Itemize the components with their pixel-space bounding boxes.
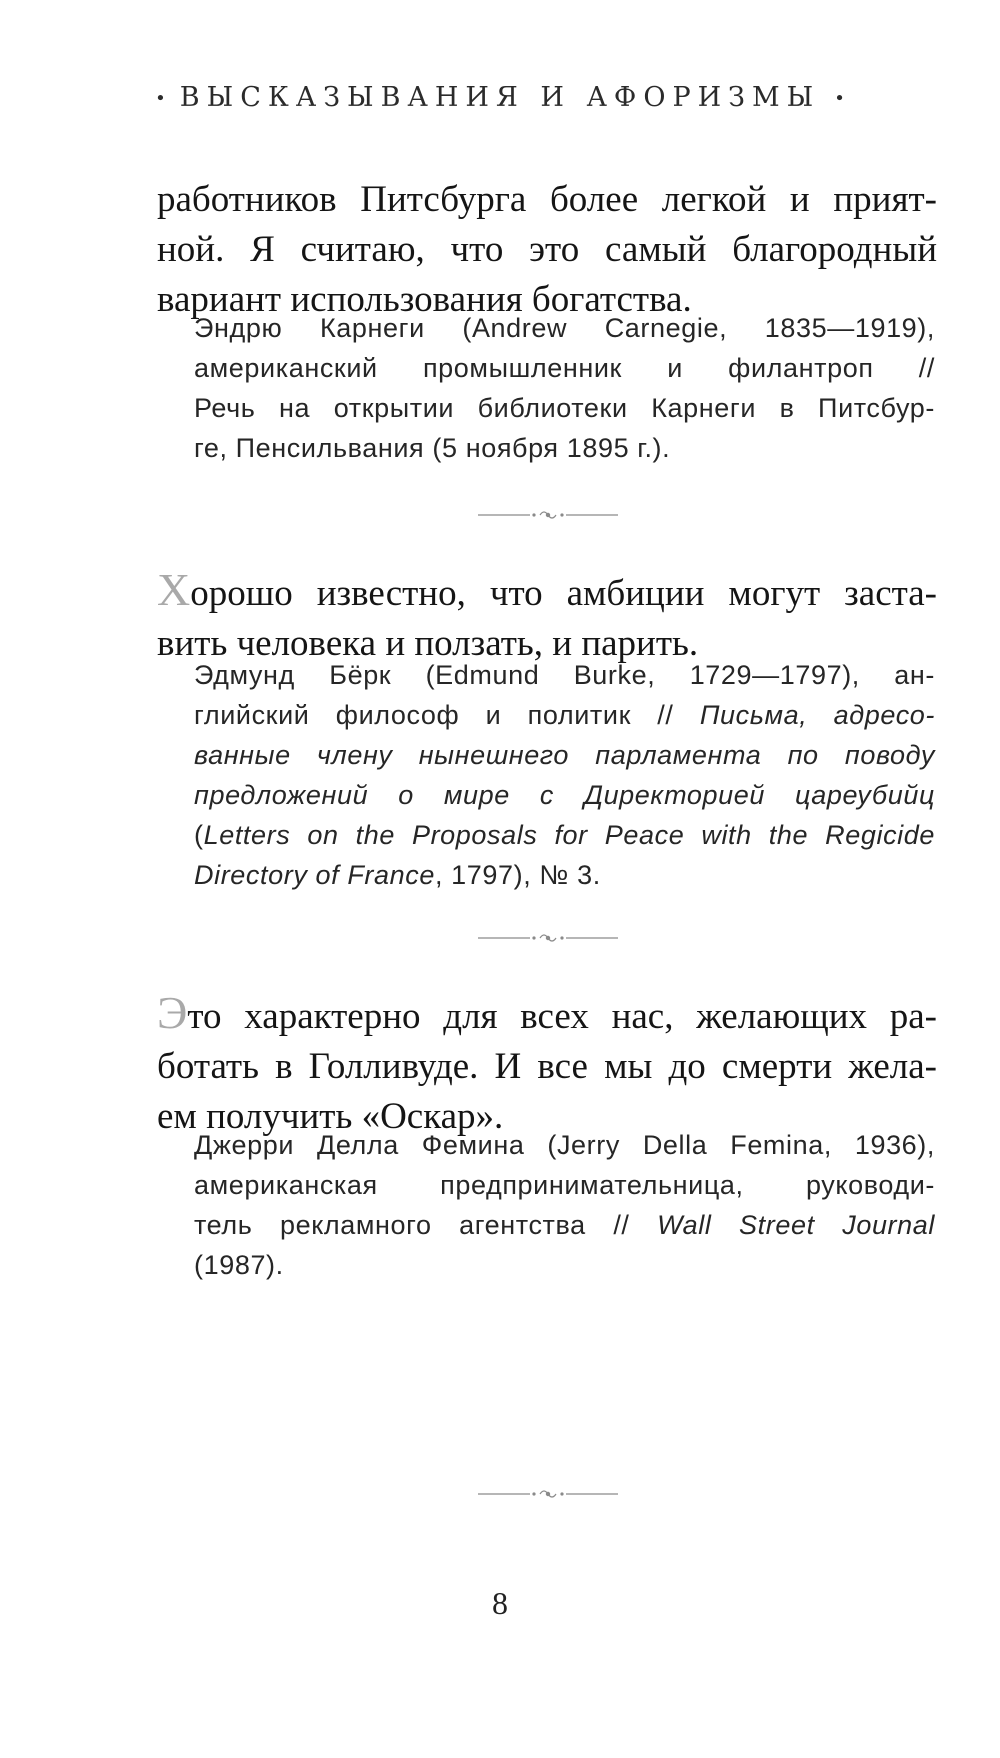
drop-cap: Х [157,564,191,615]
running-head-title: ВЫСКАЗЫВАНИЯ И АФОРИЗМЫ [179,82,821,113]
work-title: Wall Street Journal [657,1210,935,1240]
drop-cap: Э [157,987,188,1038]
attribution-line: (1987). [194,1250,284,1280]
work-title: ванные члену нынешнего парламента по поводу [194,740,935,770]
attribution-line: Эндрю Карнеги (Andrew Carnegie, 1835—1919), [194,313,935,343]
quote-3 [157,988,937,1142]
attribution-line: Эдмунд Бёрк (Edmund Burke, 1729—1797), ан- [194,660,935,690]
running-head [0,82,1000,113]
attribution-line: Directory of France, 1797), № 3. [194,860,601,890]
attribution-line: (Letters on the Proposals for Peace with the Regicide [194,820,935,850]
page-number: 8 [492,1585,508,1621]
quote-line: ной. Я считаю, что это самый благородный [157,229,937,270]
attribution-line: Джерри Делла Фемина (Jerry Della Femina, 1936), [194,1130,935,1160]
attribution-line: ге, Пенсильвания (5 ноября 1895 г.). [194,433,671,463]
quote-line: вить человека и ползать, и парить. [157,623,699,664]
work-title: Directory of France [194,860,435,890]
attribution-1 [194,308,935,468]
attribution-2 [194,655,935,895]
work-title: предложений о мире с Директорией цареубийц [194,780,935,810]
attribution-line [194,735,935,775]
work-title: Letters on the Proposals for Peace with the Regicide [203,820,935,850]
attribution-3 [194,1125,935,1285]
attribution-line: американская предпринимательница, руководи- [194,1170,935,1200]
quote-line: Это характерно для всех нас, желающих ра- [157,987,937,1038]
fleuron-divider-icon [478,930,618,946]
bullet-icon: • [834,88,845,109]
quote-1 [157,175,937,325]
quote-line: вариант использования богатства. [157,279,692,320]
quote-line: ботать в Голливуде. И все мы до смерти жела- [157,1046,937,1087]
attribution-line: американский промышленник и филантроп // [194,353,935,383]
bullet-icon: • [155,88,166,109]
quote-line: работников Питсбурга более легкой и прият- [157,179,937,220]
attribution-line [194,775,935,815]
work-title: Письма, адресо- [699,700,935,730]
attribution-line: тель рекламного агентства // Wall Street Journal [194,1210,935,1240]
attribution-line: глийский философ и политик // Письма, адресо- [194,700,935,730]
quote-2 [157,565,937,669]
fleuron-divider-icon [478,507,618,523]
quote-line: Хорошо известно, что амбиции могут заста- [157,564,937,615]
fleuron-divider-icon [478,1486,618,1502]
attribution-line: Речь на открытии библиотеки Карнеги в Питсбур- [194,393,935,423]
quote-line: ем получить «Оскар». [157,1096,504,1137]
